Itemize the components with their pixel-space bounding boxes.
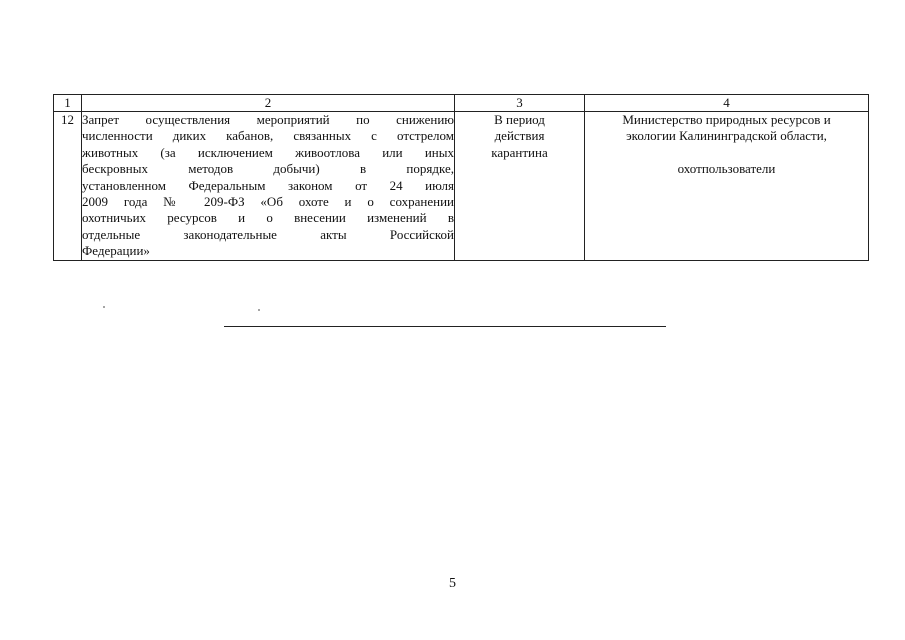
measure-line: бескровных методов добычи) в порядке, bbox=[82, 161, 454, 177]
measure-line: Запрет осуществления мероприятий по снижению bbox=[82, 112, 454, 127]
responsible-extra: охотпользователи bbox=[677, 160, 776, 176]
table-header-row bbox=[54, 95, 869, 112]
measure-description bbox=[82, 112, 455, 261]
measure-line: охотничьих ресурсов и о внесении изменений в bbox=[82, 210, 454, 226]
header-col-3: 3 bbox=[455, 95, 585, 112]
measure-line: животных (за исключением живоотлова или иных bbox=[82, 144, 454, 160]
table-row bbox=[54, 112, 869, 261]
section-divider bbox=[224, 326, 666, 327]
responsible-line: Министерство природных ресурсов и bbox=[622, 112, 831, 127]
measure-line: численности диких кабанов, связанных с отстрелом bbox=[82, 128, 454, 144]
measures-table bbox=[53, 94, 869, 261]
scan-speck bbox=[103, 306, 105, 308]
header-col-2: 2 bbox=[82, 95, 455, 112]
measure-line: установленном Федеральным законом от 24 июля bbox=[82, 177, 454, 193]
period-line: В период bbox=[494, 112, 545, 127]
row-number: 12 bbox=[54, 112, 82, 261]
measure-line: Федерации» bbox=[82, 243, 150, 259]
page-number: 5 bbox=[449, 576, 456, 591]
responsible-gap bbox=[585, 145, 868, 161]
header-col-1: 1 bbox=[54, 95, 82, 112]
header-col-4: 4 bbox=[585, 95, 869, 112]
period-line: карантина bbox=[491, 144, 548, 160]
period-cell bbox=[455, 112, 585, 261]
responsible-cell bbox=[585, 112, 869, 261]
scan-speck bbox=[258, 309, 260, 311]
measure-line: 2009 года № 209-ФЗ «Об охоте и о сохранении bbox=[82, 194, 454, 210]
responsible-line: экологии Калининградской области, bbox=[626, 128, 827, 144]
measure-line: отдельные законодательные акты Российской bbox=[82, 226, 454, 242]
period-line: действия bbox=[494, 128, 545, 144]
